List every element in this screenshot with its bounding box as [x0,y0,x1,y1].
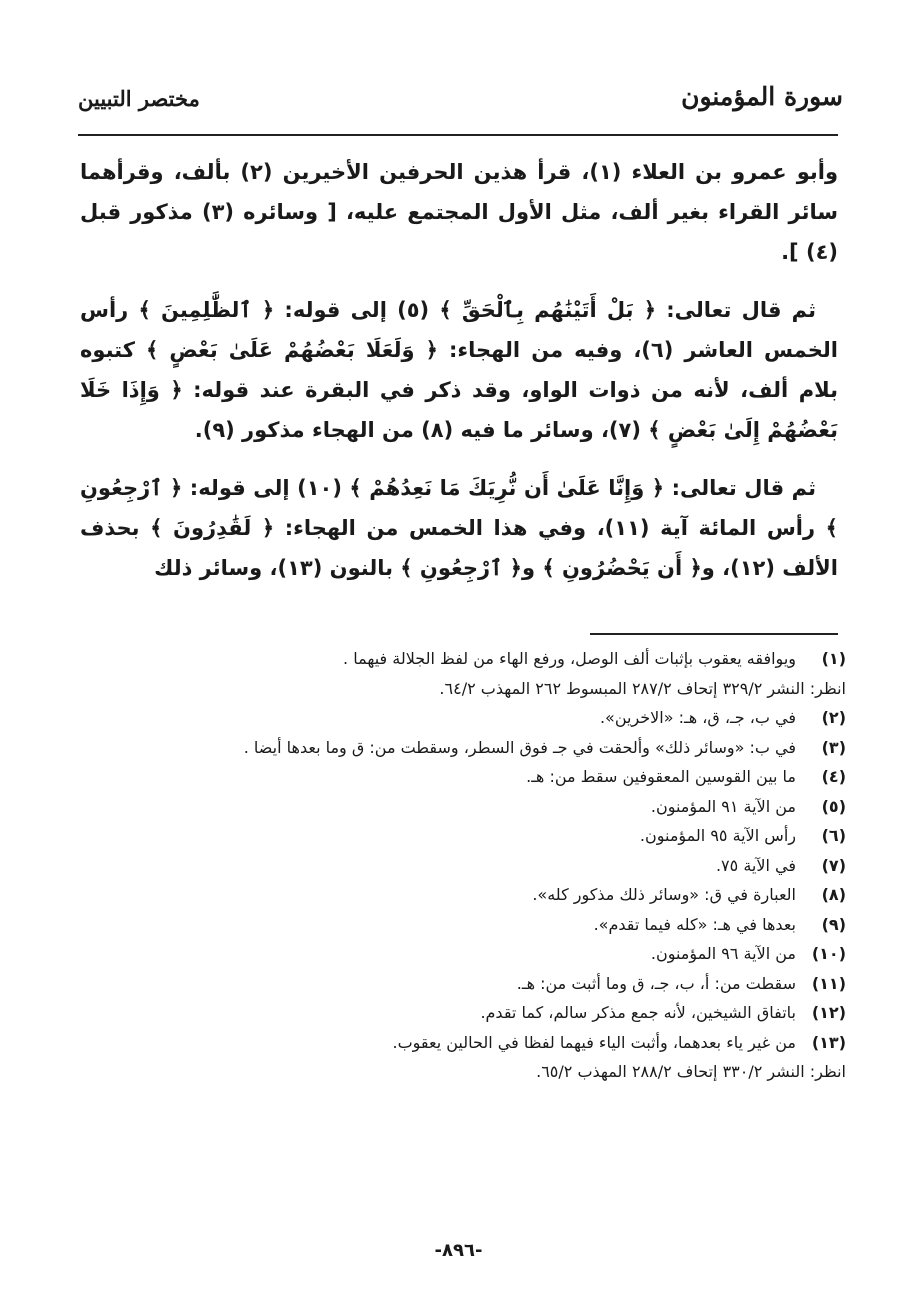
footnote-text: بعدها في هـ: «كله فيما تقدم». [593,914,796,934]
footnote [140,762,846,792]
footnote-text: العبارة في ق: «وسائر ذلك مذكور كله». [532,885,796,904]
footnote-text: سقطت من: أ، ب، جـ، ق وما أثبت من: هـ. [516,973,796,993]
footnote-number: (٢) [821,708,846,727]
footnote-number: (٨) [821,885,846,904]
footnote-number: (١) [821,649,846,668]
footnote [140,821,846,851]
footnote [140,733,846,763]
footnote [140,792,846,822]
page-header [78,82,843,122]
footnote [140,703,846,733]
footnote-number: (٤) [821,767,846,786]
footnote-number: (١١) [811,973,846,993]
footnote [140,998,846,1028]
footnote-text: في الآية ٧٥. [715,855,796,875]
footnote-text: من الآية ٩٦ المؤمنون. [650,944,796,963]
paragraph: ثم قال تعالى: ﴿ بَلْ أَتَيْنَٰهُم بِٱلْحَقِّ ﴾ (٥) إلى قوله: ﴿ ٱلظَّٰلِمِينَ ﴾ رأس الخمس العاشر (٦)، وفيه من الهجاء: ﴿ وَلَعَلَا بَعْضُهُمْ عَلَىٰ بَعْضٍ ﴾ كتبوه بلام ألف، لأنه من ذوات الواو، وقد ذكر في البقرة عند قوله: ﴿ وَإِذَا خَلَا بَعْضُهُمْ إِلَىٰ بَعْضٍ ﴾ (٧)، وسائر ما فيه (٨) من الهجاء مذكور (٩). [80,298,838,442]
surah-title: سورة المؤمنون [681,82,843,111]
footnote [140,880,846,910]
footnote-text: من غير ياء بعدهما، وأثبت الياء فيهما لفظا في الحالين يعقوب. [392,1032,796,1052]
footnote-continuation: انظر: النشر ٣٢٩/٢ إتحاف ٢٨٧/٢ المبسوط ٢٦٢ المهذب ٦٤/٢. [439,678,846,698]
footnote-text: ما بين القوسين المعقوفين سقط من: هـ. [526,767,796,786]
book-title: مختصر التبيين [78,86,200,111]
footnote [140,644,846,674]
page-number: -٨٩٦- [434,1240,483,1261]
footnote-text: في ب: «وسائر ذلك» وألحقت في جـ فوق السطر، وسقطت من: ق وما بعدها أيضا . [243,737,796,757]
header-divider [78,134,838,136]
footnote [140,910,846,940]
footnote-text: باتفاق الشيخين، لأنه جمع مذكر سالم، كما تقدم. [480,1003,796,1022]
footnotes [140,644,846,1087]
footnote-text: ويوافقه يعقوب بإثبات ألف الوصل، ورفع الهاء من لفظ الجلالة فيهما . [343,649,796,668]
footnote-divider [590,633,838,635]
paragraph: وأبو عمرو بن العلاء (١)، قرأ هذين الحرفين الأخيرين (٢) بألف، وقرأهما سائر القراء بغير ألف، مثل الأول المجتمع عليه، [ وسائره (٣) مذكور قبل (٤) ]. [80,160,839,264]
footnote-number: (٩) [821,914,846,934]
main-text [80,152,838,606]
footnote-number: (١٣) [811,1032,846,1052]
footnote-number: (٥) [821,796,846,816]
footnote-number: (٣) [821,737,846,757]
footnote-number: (٧) [821,855,846,875]
footnote-continuation: انظر: النشر ٣٣٠/٢ إتحاف ٢٨٨/٢ المهذب ٦٥/٢. [536,1062,846,1081]
footnote-text: رأس الآية ٩٥ المؤمنون. [639,826,796,845]
footnote-number: (٦) [821,826,846,845]
footnote-number: (١٢) [811,1003,846,1022]
footnote-text: في ب، جـ، ق، هـ: «الاخرين». [599,708,796,727]
footnote-number: (١٠) [811,944,846,963]
paragraph: ثم قال تعالى: ﴿ وَإِنَّا عَلَىٰ أَن نُّرِيَكَ مَا نَعِدُهُمْ ﴾ (١٠) إلى قوله: ﴿ ٱرْجِعُونِ ﴾ رأس المائة آية (١١)، وفي هذا الخمس من الهجاء: ﴿ لَقَٰدِرُونَ ﴾ بحذف الألف (١٢)، و﴿ أَن يَحْضُرُونِ ﴾ و﴿ ٱرْجِعُونِ ﴾ بالنون (١٣)، وسائر ذلك [80,476,838,580]
footnote [140,1028,846,1058]
footnote [140,939,846,969]
footnote [140,969,846,999]
footnote [140,851,846,881]
footnote-text: من الآية ٩١ المؤمنون. [650,796,796,816]
